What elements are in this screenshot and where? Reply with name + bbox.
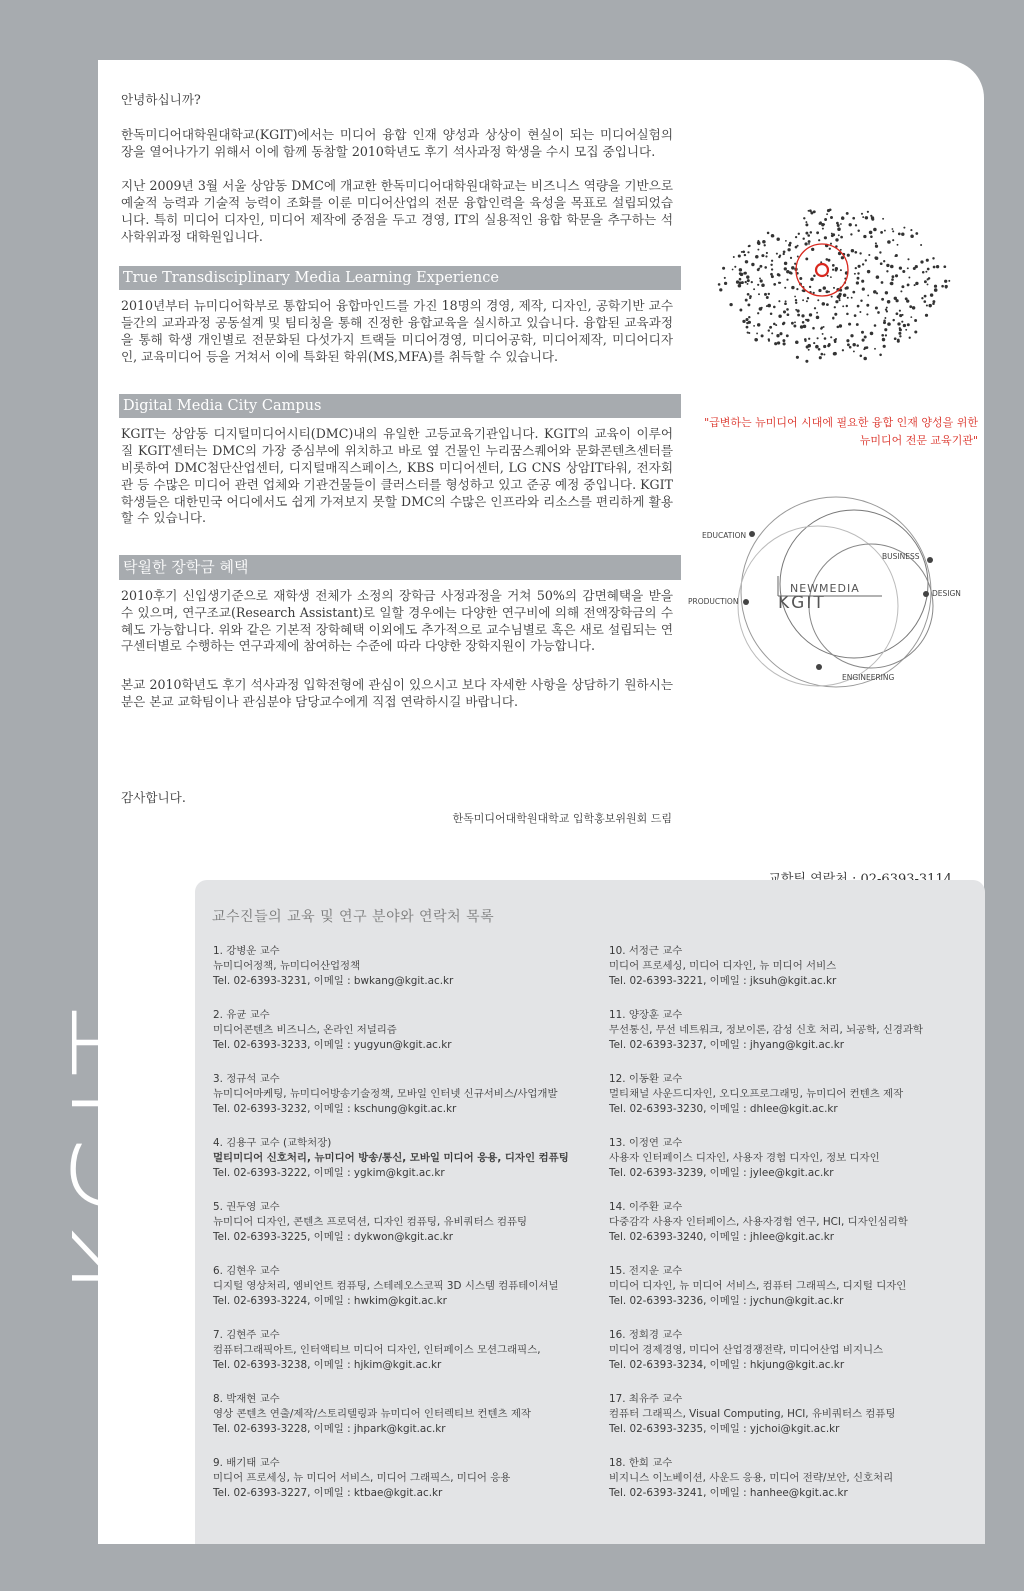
faculty-entry: 7. 김현주 교수 컴퓨터그래픽아트, 인터액티브 미디어 디자인, 인터페이스 모션그래픽스, Tel. 02-6393-3238, 이메일 : hjkim@kgit.ac.kr: [213, 1329, 541, 1371]
signature: 한독미디어대학원대학교 입학홍보위원회 드림: [452, 812, 672, 825]
greeting: 안녕하십니까?: [121, 92, 201, 107]
label-business: BUSINESS: [882, 552, 920, 561]
tagline-line-2: 뉴미디어 전문 교육기관": [859, 434, 978, 447]
label-engineering: ENGINEERING: [842, 673, 895, 682]
faculty-column-left: [213, 944, 603, 1520]
faculty-entry: 5. 권두영 교수 뉴미디어 디자인, 콘텐츠 프로덕션, 디자인 컴퓨팅, 유비쿼터스 컴퓨팅 Tel. 02-6393-3225, 이메일 : dykwon@kgit.ac.kr: [213, 1201, 528, 1243]
faculty-entry: 3. 정규석 교수 뉴미디어마케팅, 뉴미디어방송기술정책, 모바일 인터넷 신규서비스/사업개발 Tel. 02-6393-3232, 이메일 : kschung@kgit.ac.kr: [213, 1073, 558, 1115]
section-title-campus: Digital Media City Campus: [119, 394, 681, 419]
thanks-text: 감사합니다.: [121, 790, 186, 805]
label-education: EDUCATION: [702, 531, 747, 540]
faculty-entry: 14. 이주환 교수 다중감각 사용자 인터페이스, 사용자경험 연구, HCI, 디자인심리학 Tel. 02-6393-3240, 이메일 : jhlee@kgit.ac.kr: [609, 1201, 908, 1243]
faculty-entry: 16. 정회경 교수 미디어 경제경영, 미디어 산업경쟁전략, 미디어산업 비지니스 Tel. 02-6393-3234, 이메일 : hkjung@kgit.ac.kr: [609, 1329, 884, 1371]
section-body-transdisciplinary: 2010년부터 뉴미디어학부로 통합되어 융합마인드를 가진 18명의 경영, 제작, 디자인, 공학기반 교수들간의 교과과정 공동설계 및 팀티칭을 통해 진정한 융합교육을 실시하고 있습니다. 융합된 교육과정을 통해 학생 개인별로 전문화된 다섯가지 트랙들 미디어경영, 미디어공학, 미디어제작, 미디어디자인, 교육미디어 등을 거쳐서 이에 특화된 학위(MS,MFA)를 취득할 수 있습니다.: [121, 298, 673, 364]
dmc-location-marker: [816, 264, 828, 276]
faculty-entry: 9. 배기태 교수 미디어 프로세싱, 뉴 미디어 서비스, 미디어 그래픽스, 미디어 응용 Tel. 02-6393-3227, 이메일 : ktbae@kgit.ac.kr: [213, 1457, 511, 1499]
section-body-scholarship: 2010후기 신입생기준으로 재학생 전체가 소정의 장학금 사정과정을 거쳐 50%의 감면혜택을 받을 수 있으며, 연구조교(Research Assistant)로 일할 경우에는 다양한 연구비에 의해 전액장학금의 수혜도 가능합니다. 위와 같은 기본적 장학혜택 이외에도 추가적으로 교수님별로 혹은 새로 설립되는 연구센터별로 수행하는 연구과제에 참여하는 수준에 따라 다양한 장학지원이 가능합니다.: [121, 587, 673, 654]
faculty-entry: 18. 한희 교수 비지니스 이노베이션, 사운드 응용, 미디어 전략/보안, 신호처리 Tel. 02-6393-3241, 이메일 : hanhee@kgit.ac.kr: [609, 1457, 894, 1499]
tagline-line-1: "급변하는 뉴미디어 시대에 필요한 융합 인재 양성을 위한: [704, 416, 978, 429]
label-design: DESIGN: [932, 589, 961, 598]
faculty-column-right: [609, 944, 999, 1520]
label-production: PRODUCTION: [688, 597, 739, 606]
section-title-transdisciplinary: True Transdisciplinary Media Learning Experience: [119, 266, 681, 291]
faculty-entry: 10. 서정근 교수 미디어 프로세싱, 미디어 디자인, 뉴 미디어 서비스 Tel. 02-6393-3221, 이메일 : jksuh@kgit.ac.kr: [609, 945, 837, 987]
faculty-panel-title: 교수진들의 교육 및 연구 분야와 연락처 목록: [212, 909, 495, 925]
history-paragraph: 지난 2009년 3월 서울 상암동 DMC에 개교한 한독미디어대학원대학교는 비즈니스 역량을 기반으로 예술적 능력과 기술적 능력이 조화를 이룬 미디어산업의 전문 융합인력을 육성을 목표로 설립되었습니다. 특히 미디어 디자인, 미디어 제작에 중점을 두고 경영, IT의 실용적인 융합 학문을 추구하는 석사학위과정 대학원입니다.: [121, 178, 673, 244]
section-title-scholarship: 탁월한 장학금 혜택: [119, 555, 681, 580]
tagline: [686, 414, 978, 450]
discipline-venn-diagram: [686, 476, 976, 692]
faculty-entry: 17. 최유주 교수 컴퓨터 그래픽스, Visual Computing, HCI, 유비쿼터스 컴퓨팅 Tel. 02-6393-3235, 이메일 : yjchoi@kgit.ac.kr: [609, 1393, 896, 1435]
faculty-entry: 2. 유균 교수 미디어콘텐츠 비즈니스, 온라인 저널리즘 Tel. 02-6393-3233, 이메일 : yugyun@kgit.ac.kr: [213, 1009, 452, 1051]
faculty-entry: 4. 김용구 교수 (교학처장) 멀티미디어 신호처리, 뉴미디어 방송/통신, 모바일 미디어 응용, 디자인 컴퓨팅 Tel. 02-6393-3222, 이메일 : ygkim@kgit.ac.kr: [213, 1137, 569, 1179]
seoul-dot-map: [712, 190, 956, 380]
faculty-entry: 1. 강병운 교수 뉴미디어정책, 뉴미디어산업정책 Tel. 02-6393-3231, 이메일 : bwkang@kgit.ac.kr: [213, 945, 454, 987]
intro-paragraph: 한독미디어대학원대학교(KGIT)에서는 미디어 융합 인재 양성과 상상이 현실이 되는 미디어실험의 장을 열어나가기 위해서 이에 함께 동참할 2010학년도 후기 석사과정 학생을 수시 모집 중입니다.: [121, 126, 673, 159]
faculty-entry: 8. 박재현 교수 영상 콘텐츠 연출/제작/스토리텔링과 뉴미디어 인터렉티브 컨텐츠 제작 Tel. 02-6393-3228, 이메일 : jhpark@kgit.ac.kr: [213, 1393, 531, 1435]
logo-newmedia: NEWMEDIA: [790, 582, 860, 595]
section-body-campus: KGIT는 상암동 디지털미디어시티(DMC)내의 유일한 고등교육기관입니다. KGIT의 교육이 이루어질 KGIT센터는 DMC의 가장 중심부에 위치하고 바로 옆 건물인 누리꿈스퀘어와 문화콘텐츠센터를 비롯하여 DMC첨단산업센터, 디지털매직스페이스, KBS 미디어센터, LG CNS 상암IT타워, 전자회관 등 수많은 미디어 관련 업체와 기관건물들이 클러스터를 형성하고 있고 준공 예정 중입니다. KGIT학생들은 대한민국 어디에서도 쉽게 가져보지 못할 DMC의 수많은 인프라와 리소스를 편리하게 활용할 수 있습니다.: [121, 426, 673, 526]
faculty-entry: 13. 이정연 교수 사용자 인터페이스 디자인, 사용자 경험 디자인, 정보 디자인 Tel. 02-6393-3239, 이메일 : jylee@kgit.ac.kr: [609, 1137, 880, 1179]
faculty-entry: 15. 전지운 교수 미디어 디자인, 뉴 미디어 서비스, 컴퓨터 그래픽스, 디지털 디자인 Tel. 02-6393-3236, 이메일 : jychun@kgit.ac.kr: [609, 1265, 907, 1307]
faculty-entry: 12. 이동환 교수 멀티채널 사운드디자인, 오디오프로그래밍, 뉴미디어 컨텐츠 제작 Tel. 02-6393-3230, 이메일 : dhlee@kgit.ac.kr: [609, 1073, 904, 1115]
left-gray-band: [42, 60, 98, 1544]
letter-body: [121, 92, 673, 729]
faculty-entry: 6. 김현우 교수 디지털 영상처리, 엠비언트 컴퓨팅, 스테레오스코픽 3D 시스템 컴퓨테이셔널 Tel. 02-6393-3224, 이메일 : hwkim@kgit.ac.kr: [213, 1265, 559, 1307]
kgit-vertical-logo: KGIT: [51, 998, 181, 1300]
faculty-entry: 11. 양장훈 교수 무선통신, 무선 네트워크, 정보이론, 감성 신호 처리, 뇌공학, 신경과학 Tel. 02-6393-3237, 이메일 : jhyang@kgit.ac.kr: [609, 1009, 923, 1051]
vertical-divider: [96, 60, 98, 1544]
logo-kgit: KGIT: [778, 593, 826, 613]
contact-paragraph: 본교 2010학년도 후기 석사과정 입학전형에 관심이 있으시고 보다 자세한 사항을 상담하기 원하시는 분은 본교 교학팀이나 관심분야 담당교수에게 직접 연락하시길 바랍니다.: [121, 677, 673, 709]
